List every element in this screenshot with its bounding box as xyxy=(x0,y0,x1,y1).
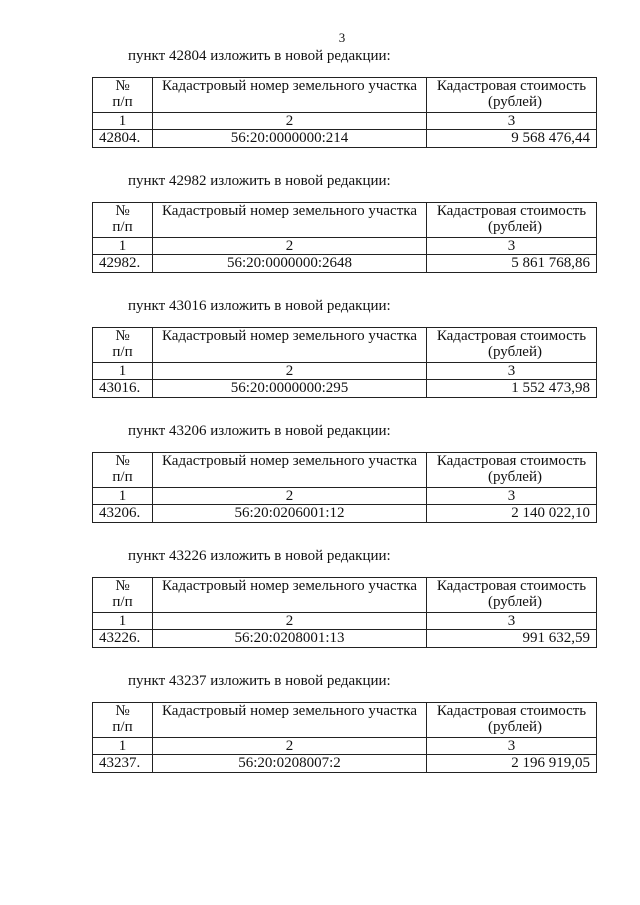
table-numbering-row xyxy=(93,238,597,255)
table-row xyxy=(93,255,597,273)
amendment-heading: пункт 43206 изложить в новой редакции: xyxy=(128,423,391,439)
numbering-cell: 3 xyxy=(427,488,597,505)
cadastral-table xyxy=(92,702,597,773)
page-number: 3 xyxy=(338,30,346,45)
numbering-cell: 3 xyxy=(427,363,597,380)
header-cadastral-cell: Кадастровый номер земельного участка xyxy=(153,78,427,113)
table-row xyxy=(93,130,597,148)
item-index: 43237. xyxy=(93,755,153,773)
numbering-cell: 3 xyxy=(427,238,597,255)
table-row xyxy=(93,630,597,648)
amendment-heading: пункт 43237 изложить в новой редакции: xyxy=(128,673,391,689)
cadastral-number: 56:20:0208007:2 xyxy=(153,755,427,773)
cadastral-value: 5 861 768,86 xyxy=(427,255,597,273)
header-number-cell: № п/п xyxy=(93,328,153,363)
amendment-block xyxy=(0,46,640,148)
numbering-cell: 2 xyxy=(153,738,427,755)
header-cadastral-cell: Кадастровый номер земельного участка xyxy=(153,453,427,488)
table-header-row xyxy=(93,328,597,363)
amendment-block xyxy=(0,171,640,273)
amendment-block xyxy=(0,421,640,523)
header-value-cell: Кадастровая стоимость (рублей) xyxy=(427,203,597,238)
header-number-cell: № п/п xyxy=(93,578,153,613)
table-row xyxy=(93,380,597,398)
numbering-cell: 2 xyxy=(153,238,427,255)
numbering-cell: 2 xyxy=(153,363,427,380)
cadastral-value: 1 552 473,98 xyxy=(427,380,597,398)
numbering-cell: 1 xyxy=(93,488,153,505)
cadastral-value: 9 568 476,44 xyxy=(427,130,597,148)
header-number-cell: № п/п xyxy=(93,203,153,238)
table-header-row xyxy=(93,203,597,238)
cadastral-value: 991 632,59 xyxy=(427,630,597,648)
cadastral-table xyxy=(92,77,597,148)
table-header-row xyxy=(93,703,597,738)
table-header-row xyxy=(93,578,597,613)
header-cadastral-cell: Кадастровый номер земельного участка xyxy=(153,703,427,738)
header-value-cell: Кадастровая стоимость (рублей) xyxy=(427,578,597,613)
numbering-cell: 3 xyxy=(427,738,597,755)
cadastral-number: 56:20:0208001:13 xyxy=(153,630,427,648)
item-index: 43016. xyxy=(93,380,153,398)
table-numbering-row xyxy=(93,738,597,755)
amendment-heading: пункт 43226 изложить в новой редакции: xyxy=(128,548,391,564)
amendment-block xyxy=(0,296,640,398)
header-value-cell: Кадастровая стоимость (рублей) xyxy=(427,453,597,488)
cadastral-number: 56:20:0000000:295 xyxy=(153,380,427,398)
header-number-cell: № п/п xyxy=(93,78,153,113)
item-index: 43206. xyxy=(93,505,153,523)
table-row xyxy=(93,755,597,773)
numbering-cell: 2 xyxy=(153,488,427,505)
cadastral-number: 56:20:0000000:2648 xyxy=(153,255,427,273)
amendment-heading: пункт 42982 изложить в новой редакции: xyxy=(128,173,391,189)
header-value-cell: Кадастровая стоимость (рублей) xyxy=(427,703,597,738)
cadastral-number: 56:20:0000000:214 xyxy=(153,130,427,148)
header-cadastral-cell: Кадастровый номер земельного участка xyxy=(153,203,427,238)
table-numbering-row xyxy=(93,113,597,130)
item-index: 43226. xyxy=(93,630,153,648)
cadastral-value: 2 140 022,10 xyxy=(427,505,597,523)
header-value-cell: Кадастровая стоимость (рублей) xyxy=(427,78,597,113)
cadastral-table xyxy=(92,327,597,398)
header-number-cell: № п/п xyxy=(93,453,153,488)
amendment-heading: пункт 42804 изложить в новой редакции: xyxy=(128,48,391,64)
table-row xyxy=(93,505,597,523)
amendment-block xyxy=(0,546,640,648)
numbering-cell: 2 xyxy=(153,613,427,630)
numbering-cell: 1 xyxy=(93,238,153,255)
numbering-cell: 1 xyxy=(93,613,153,630)
amendment-heading: пункт 43016 изложить в новой редакции: xyxy=(128,298,391,314)
table-header-row xyxy=(93,453,597,488)
item-index: 42804. xyxy=(93,130,153,148)
header-cadastral-cell: Кадастровый номер земельного участка xyxy=(153,578,427,613)
table-numbering-row xyxy=(93,363,597,380)
header-value-cell: Кадастровая стоимость (рублей) xyxy=(427,328,597,363)
numbering-cell: 3 xyxy=(427,613,597,630)
numbering-cell: 1 xyxy=(93,738,153,755)
amendment-block xyxy=(0,671,640,773)
cadastral-value: 2 196 919,05 xyxy=(427,755,597,773)
cadastral-number: 56:20:0206001:12 xyxy=(153,505,427,523)
header-number-cell: № п/п xyxy=(93,703,153,738)
numbering-cell: 3 xyxy=(427,113,597,130)
cadastral-table xyxy=(92,577,597,648)
numbering-cell: 1 xyxy=(93,113,153,130)
table-header-row xyxy=(93,78,597,113)
numbering-cell: 1 xyxy=(93,363,153,380)
item-index: 42982. xyxy=(93,255,153,273)
cadastral-table xyxy=(92,452,597,523)
header-cadastral-cell: Кадастровый номер земельного участка xyxy=(153,328,427,363)
table-numbering-row xyxy=(93,488,597,505)
numbering-cell: 2 xyxy=(153,113,427,130)
table-numbering-row xyxy=(93,613,597,630)
cadastral-table xyxy=(92,202,597,273)
